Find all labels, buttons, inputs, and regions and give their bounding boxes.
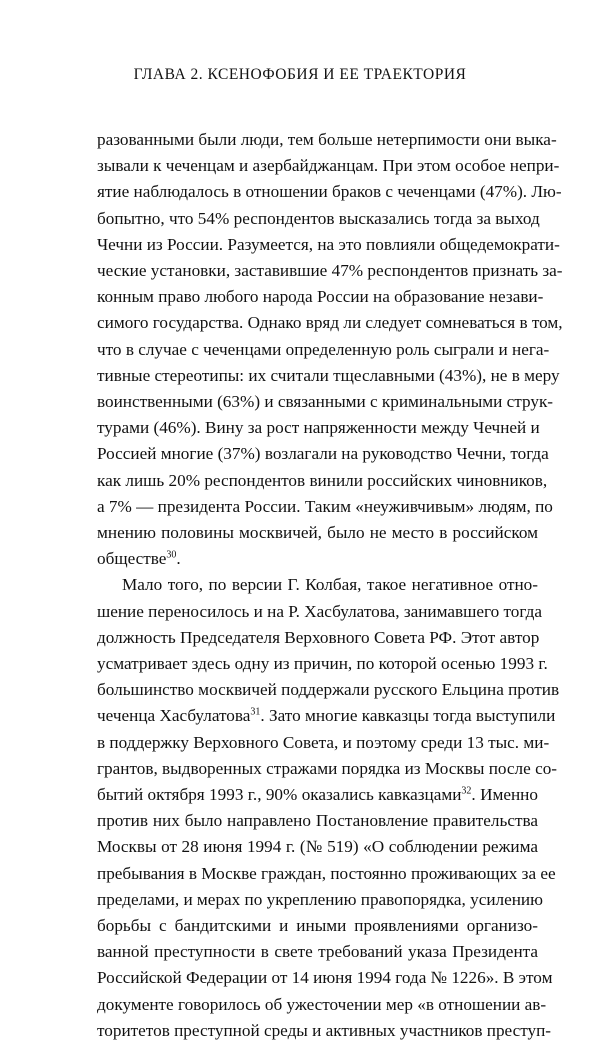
line-text: тивные стереотипы: их считали тщеславными (43%), не в меру bbox=[97, 365, 560, 385]
line-text: Москвы от 28 июня 1994 г. (№ 519) «О соблюдении режима bbox=[97, 837, 538, 857]
line-text: усматривает здесь одну из причин, по которой осенью 1993 г. bbox=[97, 654, 548, 673]
line-text: воинственными (63%) и связанными с криминальными струк- bbox=[97, 392, 554, 411]
text-line bbox=[97, 964, 553, 991]
line-text: турами (46%). Вину за рост напряженности между Чечней и bbox=[97, 418, 540, 438]
text-line bbox=[97, 676, 560, 703]
line-text-after: . Именно bbox=[471, 785, 538, 804]
running-header: ГЛАВА 2. КСЕНОФОБИЯ И ЕЕ ТРАЕКТОРИЯ bbox=[133, 66, 467, 83]
line-text: грантов, выдворенных стражами порядка из Москвы после со- bbox=[97, 758, 558, 778]
text-line bbox=[97, 205, 538, 232]
line-text: зывали к чеченцам и азербайджанцам. При этом особое непри- bbox=[97, 156, 560, 176]
footnote-marker: 32 bbox=[461, 785, 472, 797]
text-line bbox=[97, 231, 560, 258]
text-line bbox=[97, 729, 550, 756]
text-line bbox=[97, 362, 560, 389]
line-text: в поддержку Верховного Совета, и поэтому среди 13 тыс. ми- bbox=[97, 732, 550, 752]
text-line bbox=[97, 178, 562, 205]
text-line bbox=[97, 598, 542, 625]
text-line bbox=[97, 283, 544, 310]
text-line bbox=[97, 257, 563, 284]
text-line bbox=[97, 309, 563, 336]
line-text: симого государства. Однако вряд ли следует сомневаться в том, bbox=[97, 313, 563, 333]
text-line bbox=[97, 152, 560, 179]
line-text: чеченца Хасбулатова bbox=[97, 706, 251, 726]
text-line bbox=[97, 336, 550, 363]
text-line bbox=[97, 807, 538, 834]
text-line bbox=[97, 781, 538, 808]
text-line bbox=[97, 860, 556, 887]
text-line bbox=[97, 467, 548, 494]
line-text: что в случае с чеченцами определенную роль сыграли и нега- bbox=[97, 339, 550, 359]
text-line bbox=[97, 388, 554, 415]
line-text: шение переносилось и на Р. Хасбулатова, занимавшего тогда bbox=[97, 601, 542, 621]
text-line bbox=[97, 702, 556, 729]
line-text: как лишь 20% респондентов винили российских чиновников, bbox=[97, 470, 548, 490]
line-text: разованными были люди, тем больше нетерпимости они выка- bbox=[97, 130, 557, 149]
line-text: ванной преступности в свете требований указа Президента bbox=[97, 942, 538, 962]
text-line bbox=[97, 991, 547, 1018]
line-text: должность Председателя Верховного Совета РФ. Этот автор bbox=[97, 627, 540, 647]
text-line bbox=[97, 755, 558, 782]
footnote-marker: 31 bbox=[250, 706, 261, 718]
line-text: пребывания в Москве граждан, постоянно проживающих за ее bbox=[97, 863, 556, 883]
text-line bbox=[122, 571, 538, 598]
text-line bbox=[97, 493, 553, 520]
text-line bbox=[97, 414, 538, 441]
line-text: Чечни из России. Разумеется, на это повлияли общедемократи- bbox=[97, 234, 560, 254]
footnote-marker: 30 bbox=[166, 549, 177, 561]
text-line bbox=[97, 886, 543, 913]
line-text: против них было направлено Постановление правительства bbox=[97, 811, 538, 831]
line-text: Мало того, по версии Г. Колбая, такое негативное отно- bbox=[122, 575, 538, 595]
line-text-after: . bbox=[176, 549, 181, 569]
text-line bbox=[97, 440, 549, 467]
line-text: Российской Федерации от 14 июня 1994 года № 1226». В этом bbox=[97, 968, 553, 988]
text-line bbox=[97, 650, 548, 677]
text-line bbox=[97, 938, 538, 965]
line-text: ятие наблюдалось в отношении браков с чеченцами (47%). Лю- bbox=[97, 182, 562, 202]
text-line bbox=[97, 912, 538, 939]
line-text: конным право любого народа России на образование незави- bbox=[97, 287, 544, 307]
line-text: документе говорилось об ужесточении мер «в отношении ав- bbox=[97, 994, 547, 1014]
line-text: пределами, и мерах по укреплению правопорядка, усилению bbox=[97, 889, 543, 909]
line-text: бопытно, что 54% респондентов высказались тогда за выход bbox=[97, 208, 540, 228]
line-text: ческие установки, заставившие 47% респондентов признать за- bbox=[97, 261, 563, 280]
line-text: бытий октября 1993 г., 90% оказались кавказцами bbox=[97, 785, 462, 804]
text-line bbox=[97, 519, 538, 546]
text-line bbox=[97, 833, 538, 860]
text-line bbox=[97, 545, 538, 572]
line-text: обществе bbox=[97, 549, 167, 569]
text-line bbox=[97, 624, 538, 651]
line-text-after: . Зато многие кавказцы тогда выступили bbox=[260, 706, 556, 726]
text-line bbox=[97, 1017, 552, 1044]
line-text: торитетов преступной среды и активных участников преступ- bbox=[97, 1020, 552, 1040]
text-line bbox=[97, 126, 557, 153]
line-text: мнению половины москвичей, было не место в российском bbox=[97, 523, 538, 542]
line-text: борьбы с бандитскими и иными проявлениями организо- bbox=[97, 916, 538, 935]
line-text: Россией многие (37%) возлагали на руководство Чечни, тогда bbox=[97, 444, 549, 464]
line-text: а 7% — президента России. Таким «неуживчивым» людям, по bbox=[97, 496, 553, 516]
line-text: большинство москвичей поддержали русского Ельцина против bbox=[97, 680, 560, 700]
